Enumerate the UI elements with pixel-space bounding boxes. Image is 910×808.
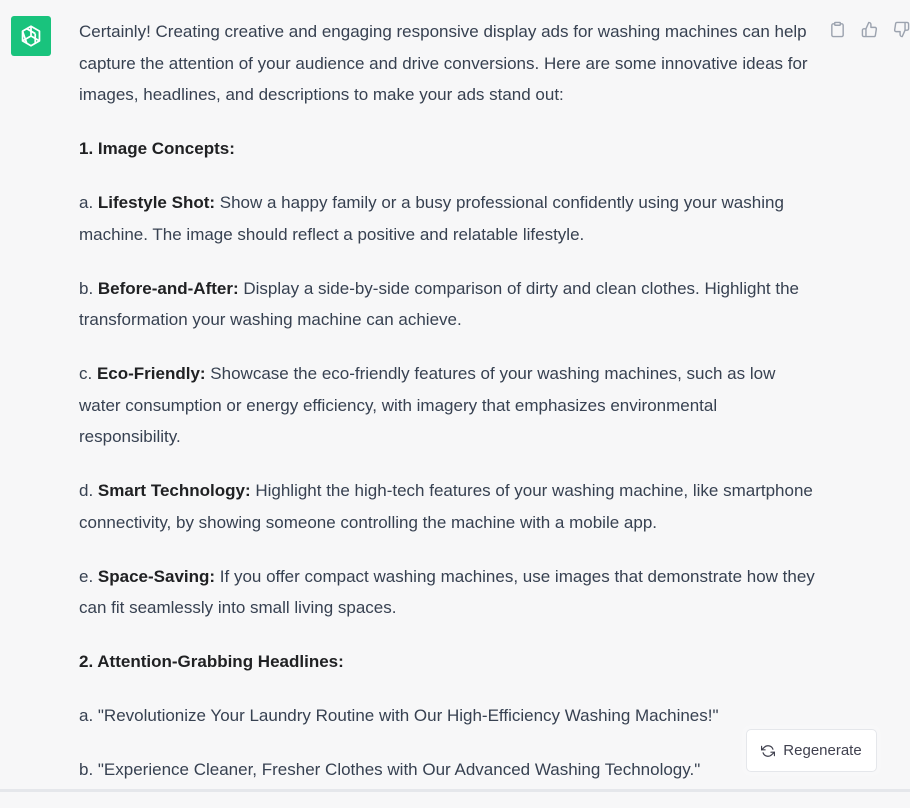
assistant-avatar xyxy=(11,16,51,56)
list-item-text: Display a side-by-side comparison of dirty and clean clothes. Highlight the transformation your washing machine can achieve. xyxy=(79,278,799,329)
list-item-title: Smart Technology: xyxy=(97,481,251,500)
list-item-title: Space-Saving: xyxy=(97,566,216,586)
message-intro: Certainly! Creating creative and engaging responsive display ads for washing machines can help capture the attention of your audience and drive conversions. Here are some innovative ideas for images, headlines, and descriptions to make your ads stand out: xyxy=(79,22,808,104)
headline-item: b. "Experience Cleaner, Fresher Clothes with Our Advanced Washing Technology." xyxy=(79,760,701,779)
regenerate-label: Regenerate xyxy=(783,742,862,759)
list-item-prefix: c. xyxy=(79,364,97,383)
list-item-title: Before-and-After: xyxy=(97,278,239,298)
list-item-text: Highlight the high-tech features of your washing machine, like smartphone connectivity, by showing someone controlling the machine with a mobile app. xyxy=(79,481,813,532)
headline-item: a. "Revolutionize Your Laundry Routine with Our High-Efficiency Washing Machines!" xyxy=(79,706,719,725)
list-item-prefix: e. xyxy=(79,566,98,586)
openai-logo-icon xyxy=(18,23,44,49)
list-item-eco-friendly xyxy=(79,358,819,453)
regenerate-button[interactable] xyxy=(746,729,877,772)
refresh-icon xyxy=(761,744,775,758)
thumbs-up-button[interactable] xyxy=(858,18,880,40)
list-item-title: Eco-Friendly: xyxy=(96,364,206,383)
section-heading-image-concepts: 1. Image Concepts: xyxy=(79,139,235,158)
list-item-prefix: d. xyxy=(79,481,98,500)
list-item-space-saving xyxy=(79,561,819,624)
thumbs-up-icon xyxy=(861,21,878,38)
message-actions xyxy=(826,18,910,40)
copy-button[interactable] xyxy=(826,18,848,40)
list-item-before-after xyxy=(79,273,819,336)
list-item-text: If you offer compact washing machines, use images that demonstrate how they can fit seamlessly into small living spaces. xyxy=(79,566,815,617)
list-item-smart-technology xyxy=(79,475,819,538)
list-item-text: Show a happy family or a busy professional confidently using your washing machine. The image should reflect a positive and relatable lifestyle. xyxy=(79,193,784,244)
thumbs-down-button[interactable] xyxy=(890,18,910,40)
section-heading-headlines: 2. Attention-Grabbing Headlines: xyxy=(79,652,344,671)
list-item-prefix: a. xyxy=(79,193,98,212)
list-item-title: Lifestyle Shot: xyxy=(97,193,216,212)
assistant-message xyxy=(79,16,819,808)
thumbs-down-icon xyxy=(893,21,910,38)
clipboard-icon xyxy=(829,21,846,38)
list-item-lifestyle-shot xyxy=(79,187,819,250)
list-item-prefix: b. xyxy=(79,278,98,298)
list-item-text: Showcase the eco-friendly features of your washing machines, such as low water consumption or energy efficiency, with imagery that emphasizes environmental responsibility. xyxy=(79,364,776,446)
